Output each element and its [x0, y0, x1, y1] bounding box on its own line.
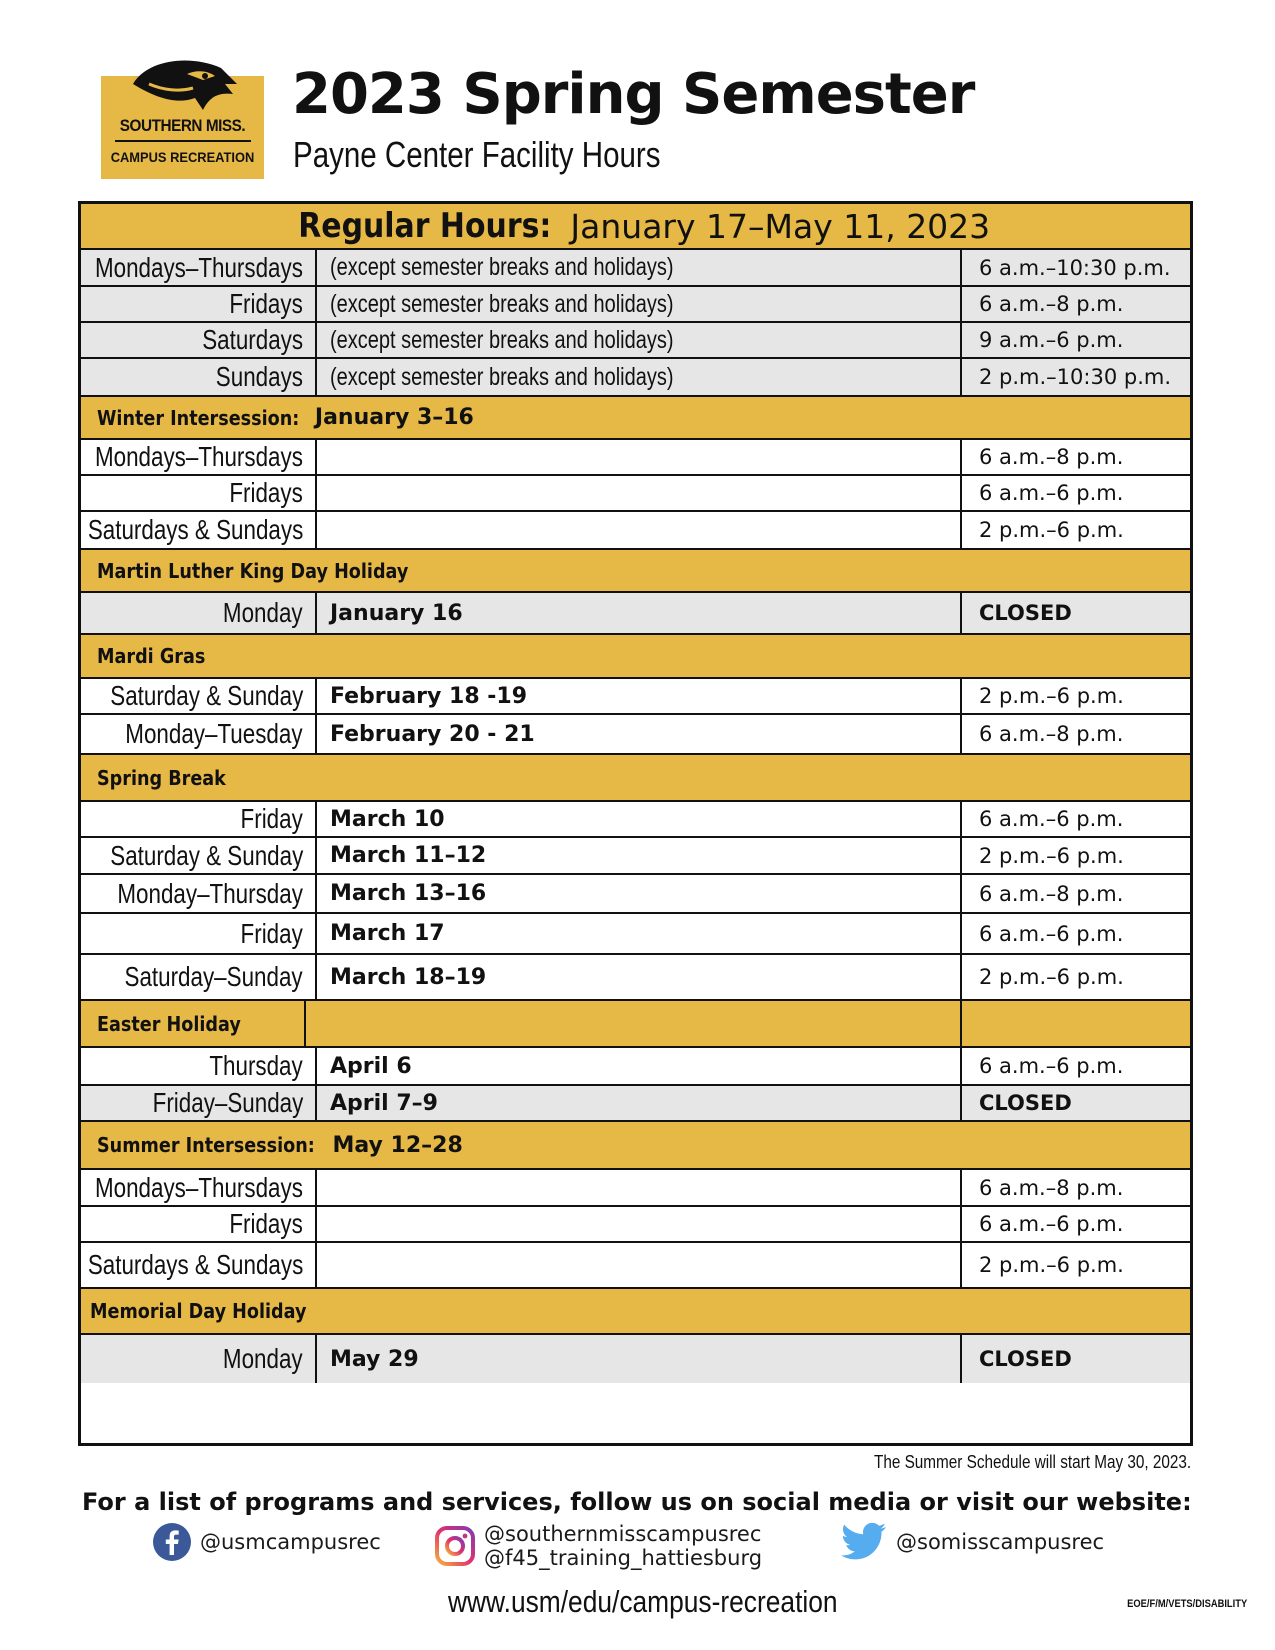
table-row	[81, 359, 1190, 397]
regular-hours-dates: January 17–May 11, 2023	[570, 206, 991, 246]
row-day: Monday	[223, 1343, 303, 1374]
row-day: Mondays–Thursdays	[95, 251, 303, 283]
page-title: 2023 Spring Semester	[292, 62, 975, 127]
row-day: Saturdays	[202, 324, 303, 355]
eoe-statement: EOE/F/M/VETS/DISABILITY	[1126, 1598, 1247, 1610]
table-row	[81, 1086, 1190, 1122]
row-day: Monday	[223, 597, 303, 628]
row-day: Monday–Tuesday	[125, 718, 303, 749]
social-cta: For a list of programs and services, follow us on social media or visit our website:	[82, 1488, 1192, 1516]
twitter-handle[interactable]: @somisscampusrec	[896, 1530, 1105, 1554]
row-day: Sundays	[215, 361, 303, 392]
section-header-memorial-day	[81, 1289, 1190, 1335]
section-label: Easter Holiday	[97, 1011, 241, 1036]
website-link[interactable]: www.usm/edu/campus-recreation	[448, 1584, 838, 1619]
row-day: Saturday–Sunday	[124, 961, 303, 992]
section-label: Martin Luther King Day Holiday	[97, 558, 409, 583]
row-hours: 6 a.m.–8 p.m.	[979, 722, 1124, 746]
summer-schedule-note: The Summer Schedule will start May 30, 2023.	[873, 1452, 1191, 1472]
row-day: Saturdays & Sundays	[87, 514, 303, 545]
instagram-link[interactable]	[434, 1522, 762, 1570]
table-row	[81, 838, 1190, 875]
row-date: March 18–19	[330, 964, 487, 990]
row-day: Monday–Thursday	[117, 877, 303, 909]
table-row	[81, 323, 1190, 359]
table-row	[81, 476, 1190, 512]
row-hours: CLOSED	[979, 601, 1072, 625]
row-note: (except semester breaks and holidays)	[330, 325, 674, 354]
row-hours: CLOSED	[979, 1347, 1072, 1371]
table-row	[81, 1243, 1190, 1289]
row-hours: 2 p.m.–10:30 p.m.	[979, 365, 1172, 389]
row-date: April 6	[330, 1053, 412, 1079]
row-hours: 6 a.m.–10:30 p.m.	[979, 255, 1171, 280]
row-hours: 2 p.m.–6 p.m.	[979, 965, 1124, 989]
row-day: Mondays–Thursdays	[95, 441, 303, 472]
table-row	[81, 802, 1190, 838]
facebook-handle[interactable]: @usmcampusrec	[200, 1530, 381, 1554]
logo-line-2: CAMPUS RECREATION	[110, 149, 255, 165]
section-dates: January 3–16	[314, 405, 474, 430]
table-row	[81, 250, 1190, 287]
row-hours: 6 a.m.–6 p.m.	[979, 481, 1124, 505]
hours-table	[78, 201, 1193, 1446]
row-date: March 10	[330, 806, 445, 832]
twitter-icon	[840, 1522, 888, 1562]
row-date: February 18 -19	[330, 683, 528, 709]
row-date: February 20 - 21	[330, 721, 535, 747]
row-day: Friday	[240, 803, 303, 834]
row-date: January 16	[330, 600, 463, 626]
row-hours: 6 a.m.–6 p.m.	[979, 1212, 1124, 1236]
logo-line-1: SOUTHERN MISS.	[119, 116, 246, 135]
section-header-mardi-gras	[81, 635, 1190, 679]
section-header-mlk	[81, 550, 1190, 593]
table-row	[81, 875, 1190, 914]
row-day: Fridays	[229, 1208, 303, 1239]
row-date: May 29	[330, 1346, 419, 1372]
section-label: Spring Break	[97, 765, 226, 790]
row-day: Saturday & Sunday	[109, 680, 303, 711]
table-row	[81, 1170, 1190, 1207]
row-hours: 2 p.m.–6 p.m.	[979, 518, 1124, 542]
row-hours: 2 p.m.–6 p.m.	[979, 843, 1124, 868]
row-hours: 6 a.m.–8 p.m.	[979, 292, 1124, 316]
section-label: Summer Intersession:	[97, 1133, 315, 1157]
regular-hours-label: Regular Hours:	[298, 206, 552, 246]
row-day: Thursday	[209, 1050, 303, 1081]
section-label: Winter Intersession:	[97, 405, 300, 430]
row-hours: 6 a.m.–8 p.m.	[979, 1175, 1124, 1200]
row-note: (except semester breaks and holidays)	[330, 253, 674, 281]
row-date: April 7–9	[330, 1090, 438, 1116]
row-note: (except semester breaks and holidays)	[330, 362, 674, 391]
facebook-icon	[152, 1522, 192, 1562]
row-date: March 17	[330, 921, 445, 946]
section-header-spring-break	[81, 755, 1190, 802]
row-hours: 2 p.m.–6 p.m.	[979, 684, 1124, 708]
row-hours: 6 a.m.–6 p.m.	[979, 921, 1124, 946]
section-label: Mardi Gras	[97, 644, 206, 668]
table-row	[81, 512, 1190, 550]
table-row	[81, 715, 1190, 755]
row-day: Fridays	[229, 288, 303, 319]
southern-miss-logo	[101, 76, 264, 179]
row-day: Saturday & Sunday	[109, 839, 303, 871]
table-row	[81, 1335, 1190, 1383]
section-header-easter	[81, 1001, 1190, 1048]
table-row	[81, 593, 1190, 635]
row-hours: 6 a.m.–6 p.m.	[979, 1054, 1124, 1078]
row-date: March 13–16	[330, 881, 487, 906]
table-row	[81, 955, 1190, 1001]
logo-divider	[115, 140, 251, 142]
table-row	[81, 1048, 1190, 1086]
row-day: Fridays	[229, 477, 303, 508]
row-hours: 6 a.m.–6 p.m.	[979, 807, 1124, 831]
row-day: Friday	[240, 917, 303, 949]
table-row	[81, 914, 1190, 955]
section-dates: May 12–28	[332, 1132, 463, 1158]
table-row	[81, 440, 1190, 476]
table-row	[81, 1207, 1190, 1243]
section-header-summer	[81, 1122, 1190, 1170]
page-subtitle: Payne Center Facility Hours	[293, 134, 661, 175]
row-day: Friday–Sunday	[152, 1087, 303, 1118]
eagle-head-logo-icon	[129, 54, 239, 118]
regular-hours-header	[81, 204, 1190, 250]
instagram-handle-campusrec[interactable]: @southernmisscampusrec	[484, 1522, 762, 1546]
row-hours: 6 a.m.–8 p.m.	[979, 881, 1124, 906]
row-hours: 9 a.m.–6 p.m.	[979, 328, 1124, 352]
table-row	[81, 287, 1190, 323]
facebook-link[interactable]	[152, 1522, 381, 1562]
row-day: Saturdays & Sundays	[87, 1249, 303, 1280]
twitter-link[interactable]	[840, 1522, 1104, 1562]
table-row	[81, 679, 1190, 715]
row-day: Mondays–Thursdays	[95, 1171, 303, 1203]
section-label: Memorial Day Holiday	[90, 1299, 307, 1323]
section-header-winter	[81, 397, 1190, 440]
instagram-icon	[434, 1525, 476, 1567]
instagram-handle-f45[interactable]: @f45_training_hattiesburg	[484, 1546, 763, 1570]
row-date: March 11–12	[330, 843, 487, 868]
row-hours: 6 a.m.–8 p.m.	[979, 445, 1124, 469]
row-note: (except semester breaks and holidays)	[330, 289, 674, 318]
row-hours: 2 p.m.–6 p.m.	[979, 1253, 1124, 1277]
row-hours: CLOSED	[979, 1091, 1072, 1115]
